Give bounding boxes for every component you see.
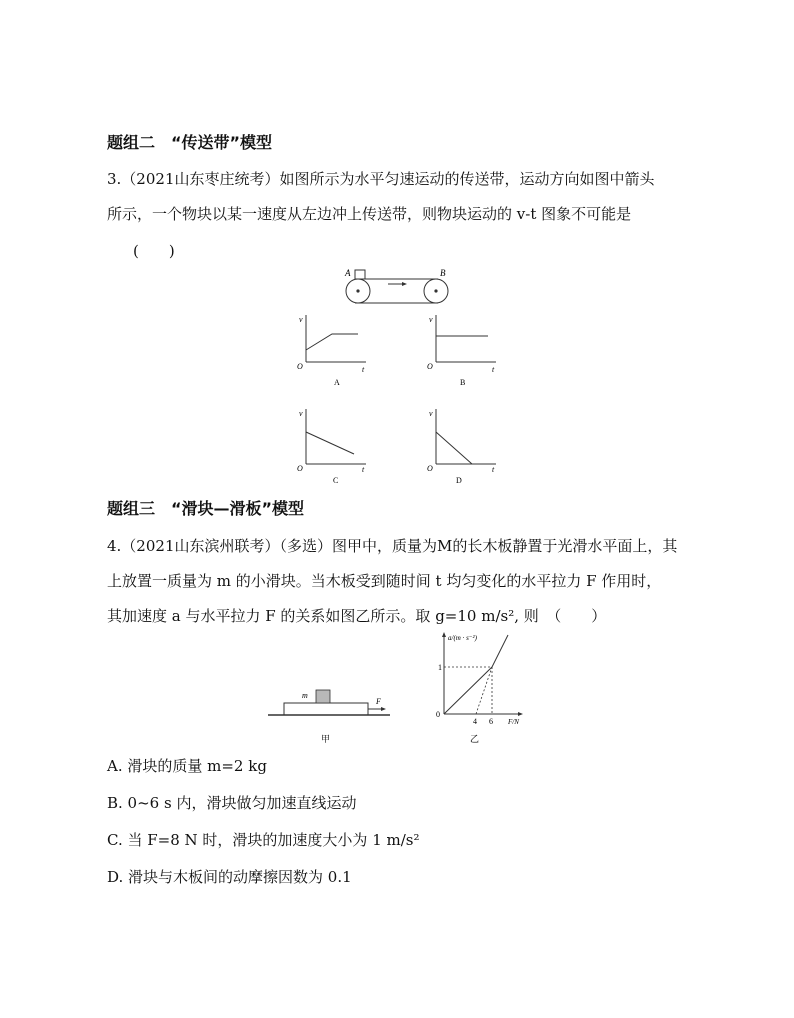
q4-text-line-1: 4.（2021山东滨州联考）（多选）图甲中，质量为M的长木板静置于光滑水平面上，其 (107, 537, 678, 555)
q4-option-b: B. 0~6 s 内，滑块做匀加速直线运动 (107, 794, 357, 812)
section-heading-3: 题组三 “滑块—滑板”模型 (107, 499, 305, 518)
long-board (284, 703, 368, 715)
vt-graph-d (422, 404, 502, 484)
figure-caption-yi: 乙 (470, 734, 480, 744)
x-axis-label: F/N (508, 718, 519, 726)
origin-label: O (297, 464, 303, 473)
dashed-extension (476, 667, 492, 714)
axis-t-label: t (492, 465, 495, 474)
y-tick-label: 1 (438, 663, 442, 672)
axis-v-label: v (299, 409, 303, 418)
graph-line-first (444, 667, 492, 714)
q3-text-line-1: 3.（2021山东枣庄统考）如图所示为水平匀速运动的传送带，运动方向如图中箭头 (107, 170, 655, 188)
axis-v-label: v (429, 315, 433, 324)
graph-caption-a: A (334, 378, 340, 387)
slider-block (316, 690, 330, 703)
origin-label: O (427, 362, 433, 371)
x-tick-label-6: 6 (489, 717, 493, 726)
q3-text-line-2: 所示，一个物块以某一速度从左边冲上传送带，则物块运动的 v-t 图象不可能是 (107, 205, 632, 223)
q4-option-d: D. 滑块与木板间的动摩擦因数为 0.1 (107, 868, 352, 886)
q4-text-line-3: 其加速度 a 与水平拉力 F 的关系如图乙所示。取 g=10 m/s², 则 （ ） (107, 607, 607, 625)
origin-label: O (297, 362, 303, 371)
origin-label: O (427, 464, 433, 473)
graph-caption-c: C (333, 476, 339, 484)
belt-label-b: B (440, 268, 446, 278)
conveyor-belt-figure (330, 262, 460, 312)
mass-label: m (302, 691, 308, 700)
x-tick-label-4: 4 (473, 717, 477, 726)
a-f-graph (428, 630, 538, 745)
y-axis-label: a/(m · s⁻²) (448, 634, 477, 642)
vt-graph-a (292, 310, 372, 390)
vt-curve-a (306, 334, 358, 350)
graph-caption-b: B (460, 378, 466, 387)
board-block-figure (266, 684, 396, 744)
belt-block (355, 270, 365, 279)
axis-t-label: t (362, 465, 365, 474)
vt-graph-c (292, 404, 372, 484)
origin-label: 0 (436, 710, 440, 719)
axis-v-label: v (299, 315, 303, 324)
q3-answer-blank: ( ) (133, 242, 175, 260)
vt-curve-d (436, 432, 472, 464)
graph-line-second (492, 635, 508, 667)
section-heading-2: 题组二 “传送带”模型 (107, 133, 273, 152)
force-label: F (376, 697, 381, 706)
vt-graph-b (422, 310, 502, 390)
graph-caption-d: D (456, 476, 462, 484)
axis-t-label: t (362, 365, 365, 374)
figure-caption-jia: 甲 (321, 734, 331, 744)
axis-t-label: t (492, 365, 495, 374)
vt-curve-c (306, 432, 354, 454)
q4-option-c: C. 当 F=8 N 时，滑块的加速度大小为 1 m/s² (107, 831, 420, 849)
belt-label-a: A (345, 268, 351, 278)
axis-v-label: v (429, 409, 433, 418)
q4-text-line-2: 上放置一质量为 m 的小滑块。当木板受到随时间 t 均匀变化的水平拉力 F 作用时， (107, 572, 662, 590)
q4-option-a: A. 滑块的质量 m=2 kg (107, 757, 267, 775)
